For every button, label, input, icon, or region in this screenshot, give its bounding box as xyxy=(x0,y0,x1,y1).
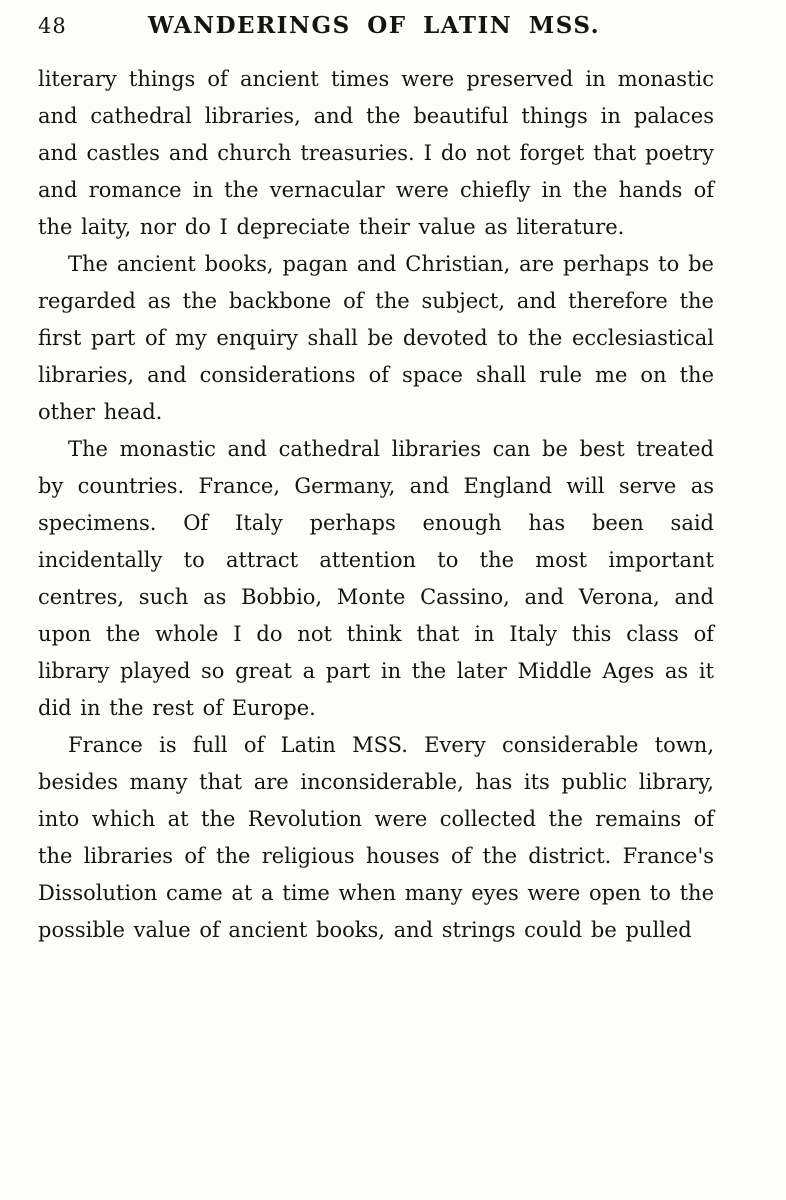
page-header xyxy=(0,0,786,39)
page-body xyxy=(38,61,714,949)
paragraph: literary things of ancient times were preserved in monastic and cathedral libraries, and the beautiful things in palaces and castles and church treasuries. I do not forget that poetry and romance in the vernacular were chiefly in the hands of the laity, nor do I depreciate their value as literature. xyxy=(38,67,714,239)
paragraph: The ancient books, pagan and Christian, are perhaps to be regarded as the backbone of the subject, and therefore the first part of my enquiry shall be devoted to the ecclesiastical libraries, and considerations of space shall rule me on the other head. xyxy=(38,252,714,424)
page-number: 48 xyxy=(38,14,67,38)
running-title: WANDERINGS OF LATIN MSS. xyxy=(147,12,601,39)
paragraph: The monastic and cathedral libraries can be best treated by countries. France, Germany, and England will serve as specimens. Of Italy perhaps enough has been said incidentally to attract attention to the most important centres, such as Bobbio, Monte Cassino, and Verona, and upon the whole I do not think that in Italy this class of library played so great a part in the later Middle Ages as it did in the rest of Europe. xyxy=(38,437,714,720)
paragraph: France is full of Latin MSS. Every considerable town, besides many that are inconsiderable, has its public library, into which at the Revolution were collected the remains of the libraries of the religious houses of the district. France's Dissolution came at a time when many eyes were open to the possible value of ancient books, and strings could be pulled xyxy=(38,733,714,942)
